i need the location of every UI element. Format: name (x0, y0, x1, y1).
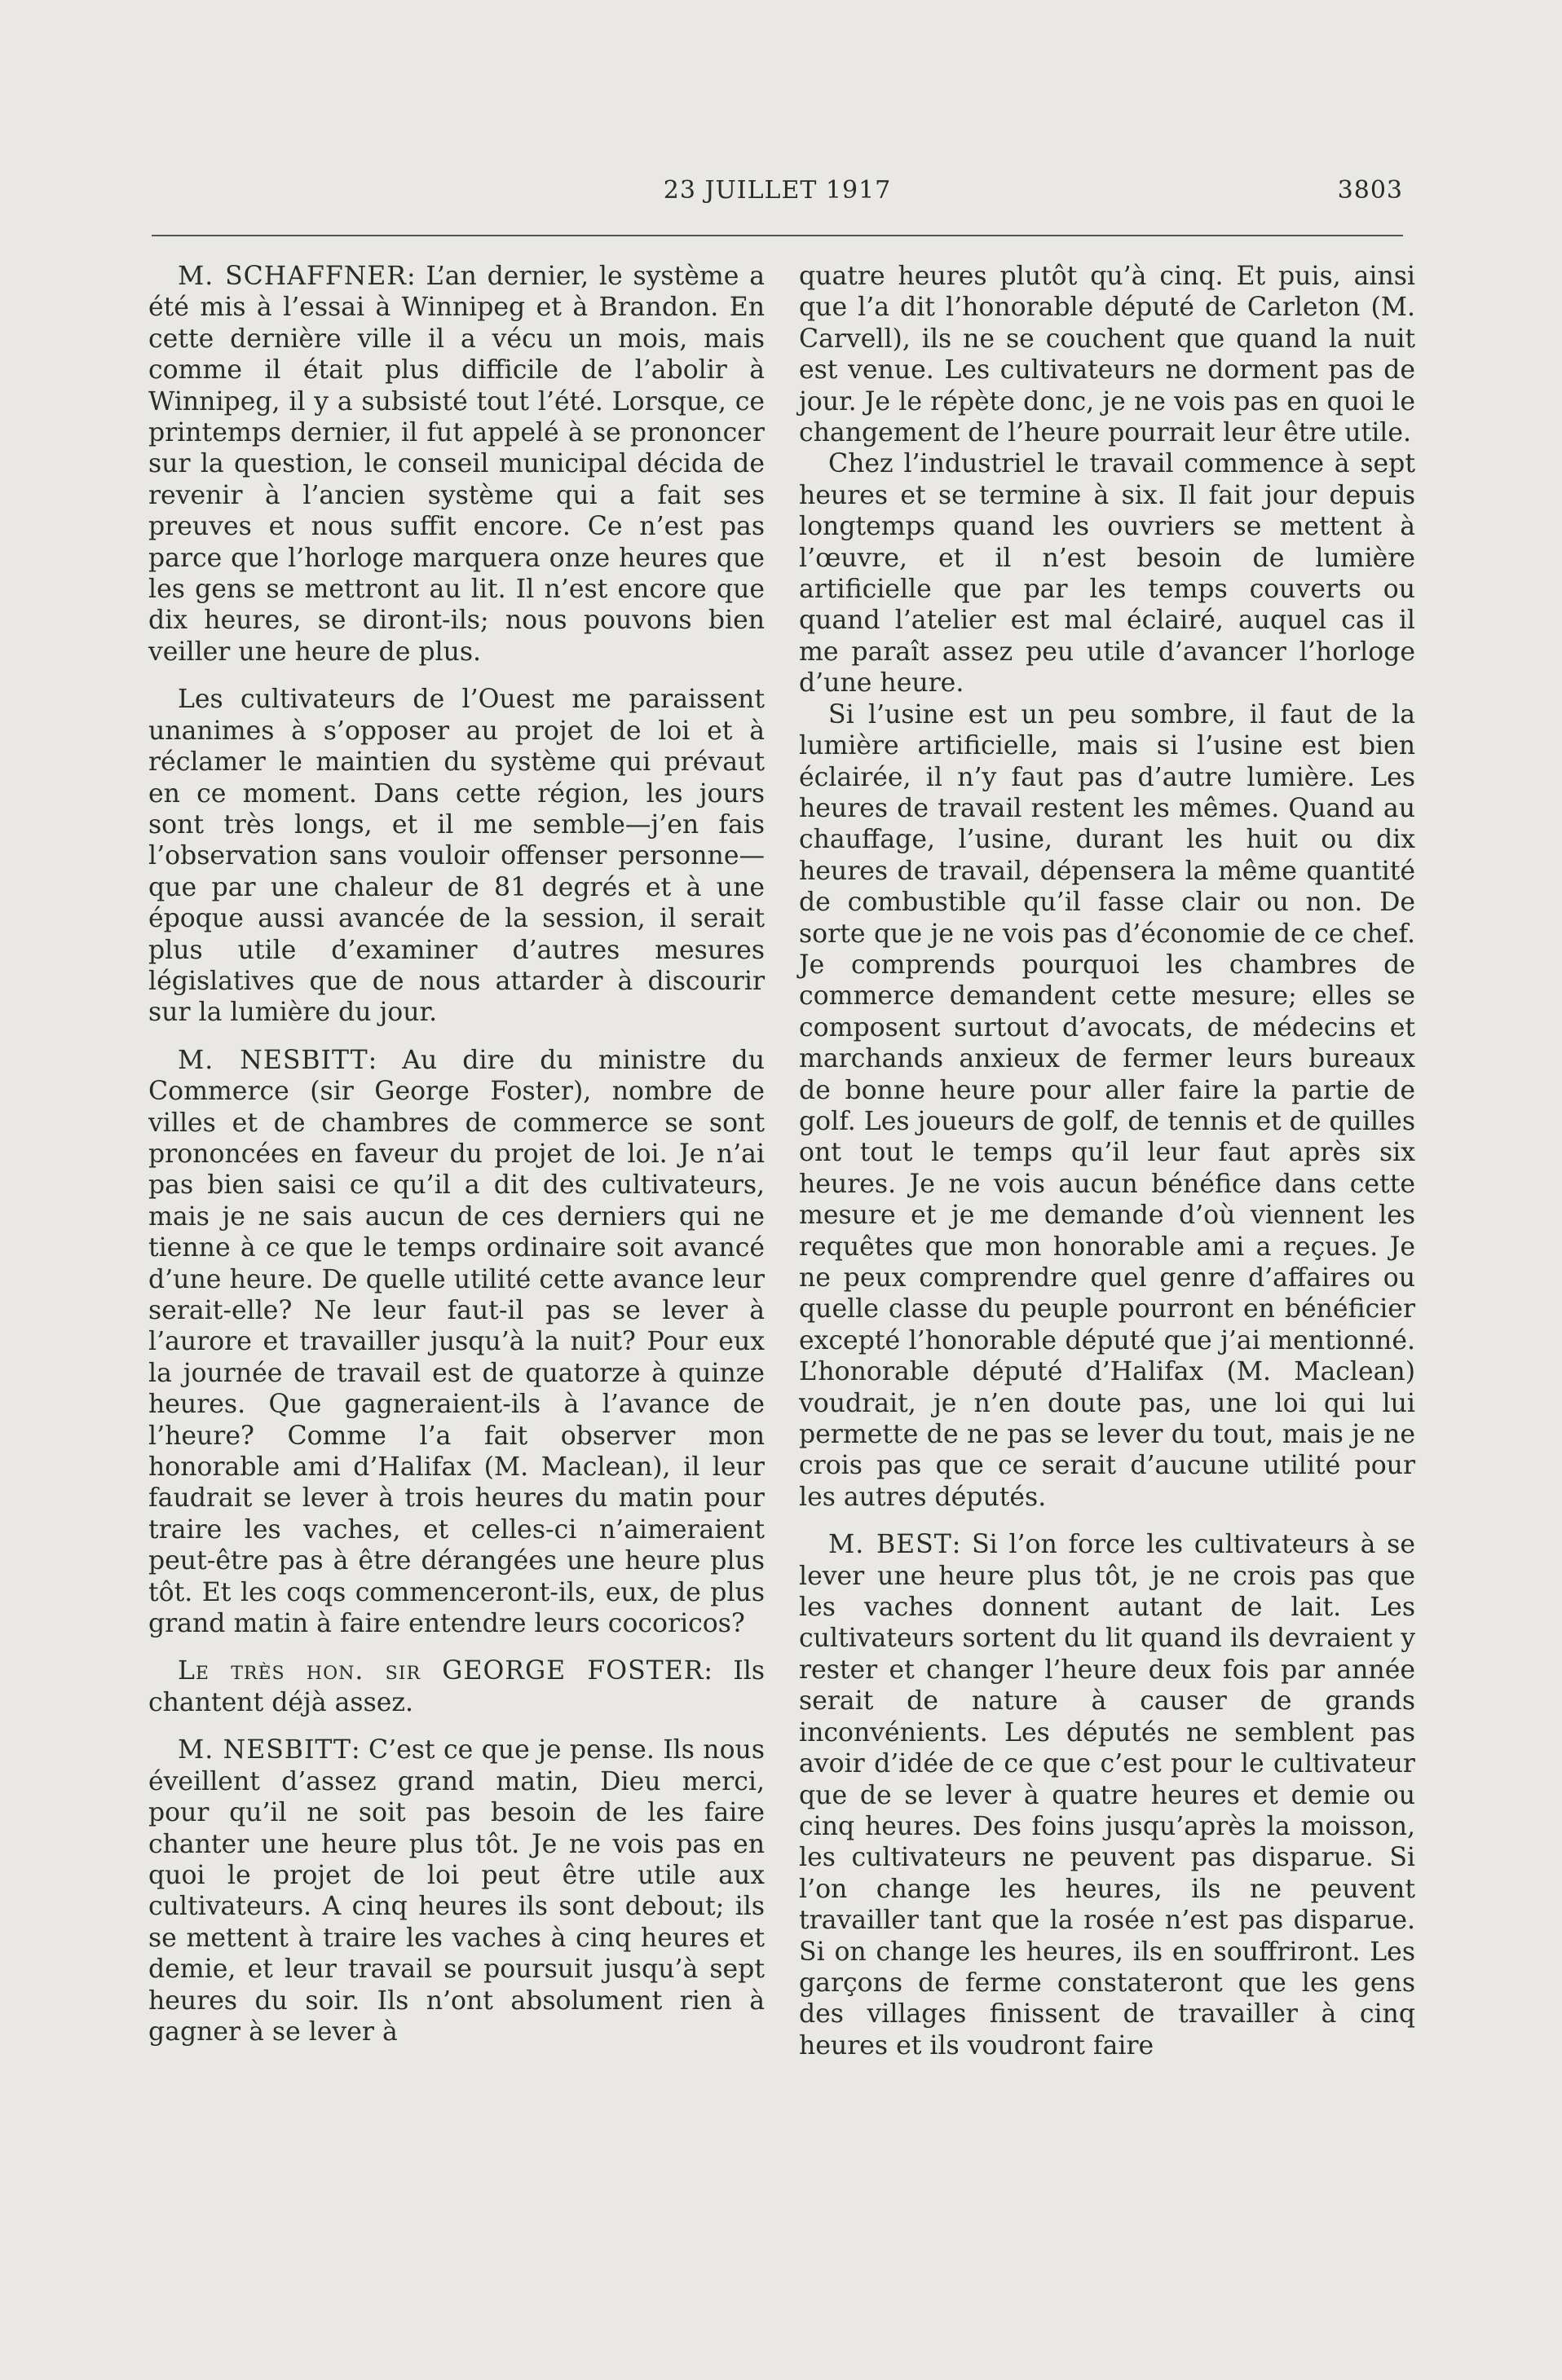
speaker-name: M. SCHAFFNER (178, 262, 407, 291)
paragraph (148, 1655, 765, 1718)
left-column (148, 261, 765, 2047)
speaker-name: M. NESBITT (178, 1045, 368, 1075)
speaker-name: Le très hon. sir GEORGE FOSTER (178, 1656, 704, 1686)
paragraph-text: : C’est ce que je pense. Ils nous éveillent d’assez grand matin, Dieu merci, pour qu’il ne soit pas besoin de les faire chanter une heure plus tôt. Je ne vois pas en quoi le projet de loi peut être utile aux cultivateurs. A cinq heures ils sont debout; ils se mettent à traire les vaches à cinq heures et demie, et leur travail se poursuit jusqu’à sept heures du soir. Ils n’ont absolument rien à gagner à se lever à (148, 1735, 765, 2047)
speaker-name: M. BEST (828, 1530, 952, 1560)
page-number: 3803 (1337, 176, 1403, 205)
paragraph (799, 699, 1415, 1514)
paragraph-text: quatre heures plutôt qu’à cinq. Et puis, ainsi que l’a dit l’honorable député de Carleton (M. Carvell), ils ne se couchent que quand la nuit est venue. Les cultivateurs ne dorment pas de jour. Je le répète donc, je ne vois pas en quoi le changement de l’heure pourrait leur être utile. (799, 262, 1415, 448)
paragraph (148, 1045, 765, 1640)
paragraph-text: Les cultivateurs de l’Ouest me paraissent unanimes à s’opposer au projet de loi et à réclamer le maintien du système qui prévaut en ce moment. Dans cette région, les jours sont très longs, et il me semble—j’en fais l’observation sans vouloir offenser personne—que par une chaleur de 81 degrés et à une époque aussi avancée de la session, il serait plus utile d’examiner d’autres mesures législatives que de nous attarder à discourir sur la lumière du jour. (148, 685, 765, 1028)
paragraph (148, 684, 765, 1028)
paragraph-text: : Au dire du ministre du Commerce (sir George Foster), nombre de villes et de chambres de commerce se sont prononcées en faveur du projet de loi. Je n’ai pas bien saisi ce qu’il a dit des cultivateurs, mais je ne sais aucun de ces derniers qui ne tienne à ce que le temps ordinaire soit avancé d’une heure. De quelle utilité cette avance leur serait-elle? Ne leur faut-il pas se lever à l’aurore et travailler jusqu’à la nuit? Pour eux la journée de travail est de quatorze à quinze heures. Que gagneraient-ils à l’avance de l’heure? Comme l’a fait observer mon honorable ami d’Halifax (M. Maclean), il leur faudrait se lever à trois heures du matin pour traire les vaches, et celles-ci n’aimeraient peut-être pas à être dérangées une heure plus tôt. Et les coqs commenceront-ils, eux, de plus grand matin à faire entendre leurs cocoricos? (148, 1045, 765, 1639)
paragraph (148, 261, 765, 668)
speaker-name: M. NESBITT (178, 1735, 351, 1765)
paragraph-text: Si l’usine est un peu sombre, il faut de la lumière artificielle, mais si l’usine est bien éclairée, il n’y faut pas d’autre lumière. Les heures de travail restent les mêmes. Quand au chauffage, l’usine, durant les huit ou dix heures de travail, dépensera la même quantité de combustible qu’il fasse clair ou non. De sorte que je ne vois pas d’économie de ce chef. Je comprends pourquoi les chambres de commerce demandent cette mesure; elles se composent surtout d’avocats, de médecins et marchands anxieux de fermer leurs bureaux de bonne heure pour aller faire la partie de golf. Les joueurs de golf, de tennis et de quilles ont tout le temps qu’il leur faut après six heures. Je ne vois aucun bénéfice dans cette mesure et je me demande d’où viennent les requêtes que mon honorable ami a reçues. Je ne peux comprendre quel genre d’affaires ou quelle classe du peuple pourront en bénéficier excepté l’honorable député que j’ai mentionné. L’honorable député d’Halifax (M. Maclean) voudrait, je n’en doute pas, une loi qui lui permette de ne pas se lever du tout, mais je ne crois pas que ce serait d’aucune utilité pour les autres députés. (799, 699, 1415, 1512)
paragraph (148, 1734, 765, 2047)
header-date: 23 JUILLET 1917 (663, 176, 892, 205)
paragraph-text: : Si l’on force les cultivateurs à se lever une heure plus tôt, je ne crois pas que les vaches donnent autant de lait. Les cultivateurs sortent du lit quand ils devraient y rester et changer l’heure deux fois par année serait de nature à causer de grands inconvénients. Les députés ne semblent pas avoir d’idée de ce que c’est pour le cultivateur que de se lever à quatre heures et demie ou cinq heures. Des foins jusqu’après la moisson, les cultivateurs ne peuvent pas disparue. Si l’on change les heures, ils ne peuvent travailler tant que la rosée n’est pas disparue. Si on change les heures, ils en souffriront. Les garçons de ferme constateront que les gens des villages finissent de travailler à cinq heures et ils voudront faire (799, 1530, 1415, 2060)
paragraph-text: : Ils chantent déjà assez. (148, 1656, 766, 1717)
paragraph (799, 261, 1415, 448)
right-column (799, 261, 1415, 2061)
running-head (152, 176, 1403, 210)
paragraph (799, 1529, 1415, 2061)
paragraph-text: : L’an dernier, le système a été mis à l’essai à Winnipeg et à Brandon. En cette dernière ville il a vécu un mois, mais comme il était plus difficile de l’abolir à Winnipeg, il y a subsisté tout l’été. Lorsque, ce printemps dernier, il fut appelé à se prononcer sur la question, le conseil municipal décida de revenir à l’ancien système qui a fait ses preuves et nous suffit encore. Ce n’est pas parce que l’horloge marquera onze heures que les gens se mettront au lit. Il n’est encore que dix heures, se diront-ils; nous pouvons bien veiller une heure de plus. (148, 262, 765, 667)
paragraph (799, 448, 1415, 699)
paragraph-text: Chez l’industriel le travail commence à sept heures et se termine à six. Il fait jour depuis longtemps quand les ouvriers se mettent à l’œuvre, et il n’est besoin de lumière artificielle que par les temps couverts ou quand l’atelier est mal éclairé, auquel cas il me paraît assez peu utile d’avancer l’horloge d’une heure. (799, 449, 1415, 699)
header-rule (152, 235, 1403, 236)
